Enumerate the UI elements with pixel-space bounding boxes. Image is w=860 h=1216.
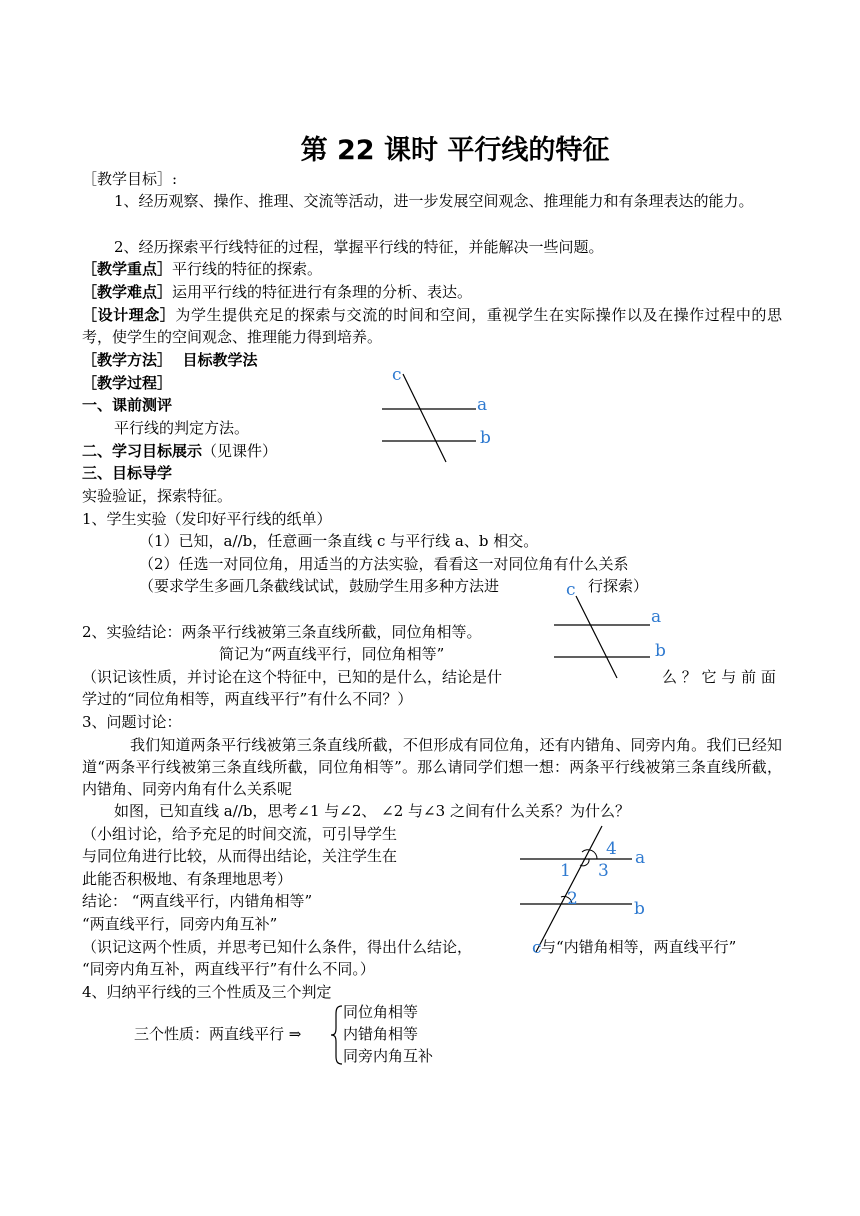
goals-heading: ［教学目标］: — [82, 170, 178, 188]
step-1-line-1: （1）已知，a//b，任意画一条直线 c 与平行线 a、b 相交。 — [139, 532, 539, 550]
step-3-paragraph: 我们知道两条平行线被第三条直线所截，不但形成有同位角，还有内错角、同旁内角。我们已经知道“两条平行线被第三条直线所截，同位角相等”。那么请同学们想一想：两条平行线被第三条直线所截，内错角、同旁内角有什么关系呢 — [82, 736, 782, 798]
step-3-group-1: （小组讨论，给予充足的时间交流，可引导学生 — [82, 825, 398, 843]
label-a: a — [477, 395, 488, 415]
section-1-text: 平行线的判定方法。 — [114, 419, 250, 437]
step-3-group-3: 此能否积极地、有条理地思考） — [82, 870, 293, 888]
label-b: b — [480, 428, 491, 448]
figure-1-parallel-lines — [370, 362, 510, 472]
angle-3-label: 3 — [598, 861, 609, 881]
goal-item-1: 1、经历观察、操作、推理、交流等活动，进一步发展空间观念、推理能力和有条理表达的能力。 — [114, 192, 754, 210]
step-4-heading: 4、归纳平行线的三个性质及三个判定 — [82, 983, 332, 1001]
property-item: 同位角相等 — [343, 1003, 419, 1021]
step-3-conclusion-1: 结论： “两直线平行，内错角相等” — [82, 892, 313, 910]
step-3-group-2: 与同位角进行比较，从而得出结论，关注学生在 — [82, 847, 398, 865]
step-1-heading: 1、学生实验（发印好平行线的纸单） — [82, 510, 332, 528]
step-2-note-a: （识记该性质，并讨论在这个特征中，已知的是什么，结论是什 — [82, 668, 503, 686]
angle-4-label: 4 — [606, 839, 617, 859]
step-3-question: 如图，已知直线 a//b，思考∠1 与∠2、 ∠2 与∠3 之间有什么关系？为什么？ — [114, 802, 630, 820]
label-a: a — [635, 848, 646, 868]
step-2-heading: 2、实验结论：两条平行线被第三条直线所截，同位角相等。 — [82, 623, 482, 641]
line-c — [576, 596, 617, 678]
difficulty: ［教学难点］运用平行线的特征进行有条理的分析、表达。 — [82, 283, 473, 301]
label-a: a — [651, 607, 662, 627]
design-concept: ［设计理念］为学生提供充足的探索与交流的时间和空间，重视学生在实际操作以及在操作过程中的思考，使学生的空间观念、推理能力得到培养。 — [82, 306, 782, 346]
step-1-line-3a: （要求学生多画几条截线试试，鼓励学生用多种方法进 — [139, 577, 500, 595]
property-item: 内错角相等 — [343, 1025, 419, 1043]
label-c: c — [392, 365, 402, 385]
angle-2-label: 2 — [567, 889, 578, 909]
step-3-conclusion-2: “两直线平行，同旁内角互补” — [82, 915, 278, 933]
label-b: b — [655, 641, 666, 661]
angle-1-label: 1 — [560, 861, 571, 881]
key-point: ［教学重点］平行线的特征的探索。 — [82, 260, 323, 278]
figure-2-parallel-lines — [550, 578, 680, 688]
label-b: b — [634, 899, 645, 919]
brace-icon — [330, 1004, 344, 1066]
figure-3-angle-diagram — [510, 820, 660, 960]
section-1-heading: 一、课前测评 — [82, 396, 173, 414]
label-c: c — [532, 938, 542, 958]
step-3-remember-2: “同旁内角互补，两直线平行”有什么不同。） — [82, 960, 375, 978]
section-3-heading: 三、目标导学 — [82, 464, 173, 482]
step-2-note-b: 么 ？ 它 与 前 面 — [662, 668, 776, 686]
goal-item-2: 2、经历探索平行线特征的过程，掌握平行线的特征，并能解决一些问题。 — [114, 238, 604, 256]
step-2-short: 简记为“两直线平行，同位角相等” — [219, 645, 445, 663]
step-4-lead: 三个性质：两直线平行 ⇒ — [134, 1025, 302, 1043]
step-3-remember-a: （识记这两个性质，并思考已知什么条件，得出什么结论， — [82, 938, 473, 956]
property-item: 同旁内角互补 — [343, 1047, 434, 1065]
step-2-note-2: 学过的“同位角相等，两直线平行”有什么不同？） — [82, 690, 413, 708]
section-3-intro: 实验验证，探索特征。 — [82, 487, 233, 505]
step-3-remember-b: 与“内错角相等，两直线平行” — [541, 938, 737, 956]
label-c: c — [566, 580, 576, 600]
section-2: 二、学习目标展示（见课件） — [82, 442, 278, 460]
step-1-line-2: （2）任选一对同位角，用适当的方法实验，看看这一对同位角有什么关系 — [139, 555, 629, 573]
line-c — [403, 374, 446, 462]
page-title: 第 22 课时 平行线的特征 — [300, 135, 610, 166]
step-3-heading: 3、问题讨论： — [82, 713, 182, 731]
teaching-method: ［教学方法］ 目标教学法 — [82, 351, 258, 369]
process-heading: ［教学过程］ — [82, 374, 173, 392]
step-1-line-3b: 行探索） — [588, 577, 649, 595]
